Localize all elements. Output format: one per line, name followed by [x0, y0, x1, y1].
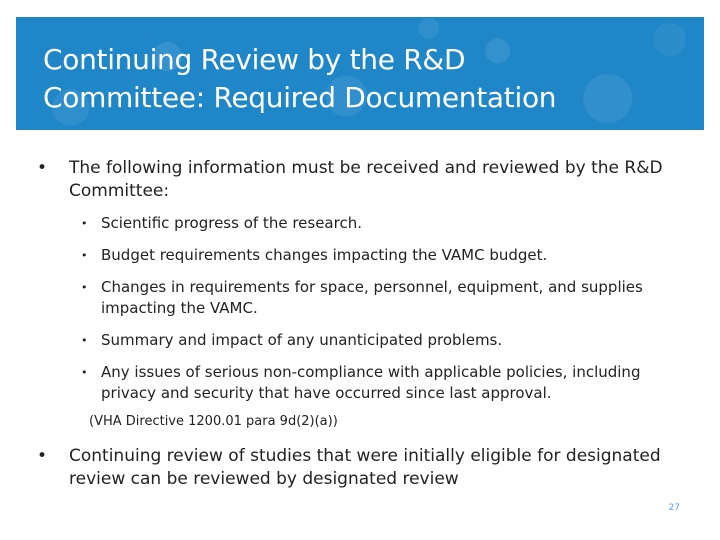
slide-title-line-1: Continuing Review by the R&D: [43, 43, 466, 76]
sub-bullet-marker: •: [81, 281, 88, 294]
bullet-text: The following information must be received and reviewed by the R&D Committee:: [69, 158, 663, 201]
bullet-marker: •: [37, 446, 48, 466]
bullet-text: Continuing review of studies that were initially eligible for designated review can be reviewed by designated review: [69, 446, 661, 489]
slide-body: [37, 157, 687, 491]
slide-title: [43, 41, 704, 117]
sub-bullet-text: Any issues of serious non-compliance with applicable policies, including privacy and security that have occurred since last approval.: [101, 363, 641, 402]
sub-bullet-marker: •: [81, 366, 88, 379]
bullet-marker: •: [37, 158, 48, 178]
title-banner: [16, 17, 704, 130]
sub-bullet-list: [37, 213, 687, 404]
sub-bullet-item: [65, 330, 687, 351]
sub-bullet-text: Changes in requirements for space, personnel, equipment, and supplies impacting the VAMC.: [101, 278, 643, 317]
sub-bullet-item: [65, 213, 687, 234]
directive-citation: (VHA Directive 1200.01 para 9d(2)(a)): [89, 414, 338, 429]
sub-bullet-item: [65, 362, 687, 404]
sub-bullet-text: Summary and impact of any unanticipated problems.: [101, 331, 503, 349]
slide-title-line-2: Committee: Required Documentation: [43, 81, 557, 114]
sub-bullet-marker: •: [81, 217, 88, 230]
page-number: 27: [668, 503, 680, 513]
bullet-item: [37, 445, 687, 491]
sub-bullet-item: [65, 245, 687, 266]
sub-bullet-item: [65, 277, 687, 319]
sub-bullet-marker: •: [81, 334, 88, 347]
sub-bullet-marker: •: [81, 249, 88, 262]
bullet-item: [37, 157, 687, 203]
sub-bullet-text: Scientific progress of the research.: [101, 214, 362, 232]
sub-bullet-text: Budget requirements changes impacting the VAMC budget.: [101, 246, 548, 264]
